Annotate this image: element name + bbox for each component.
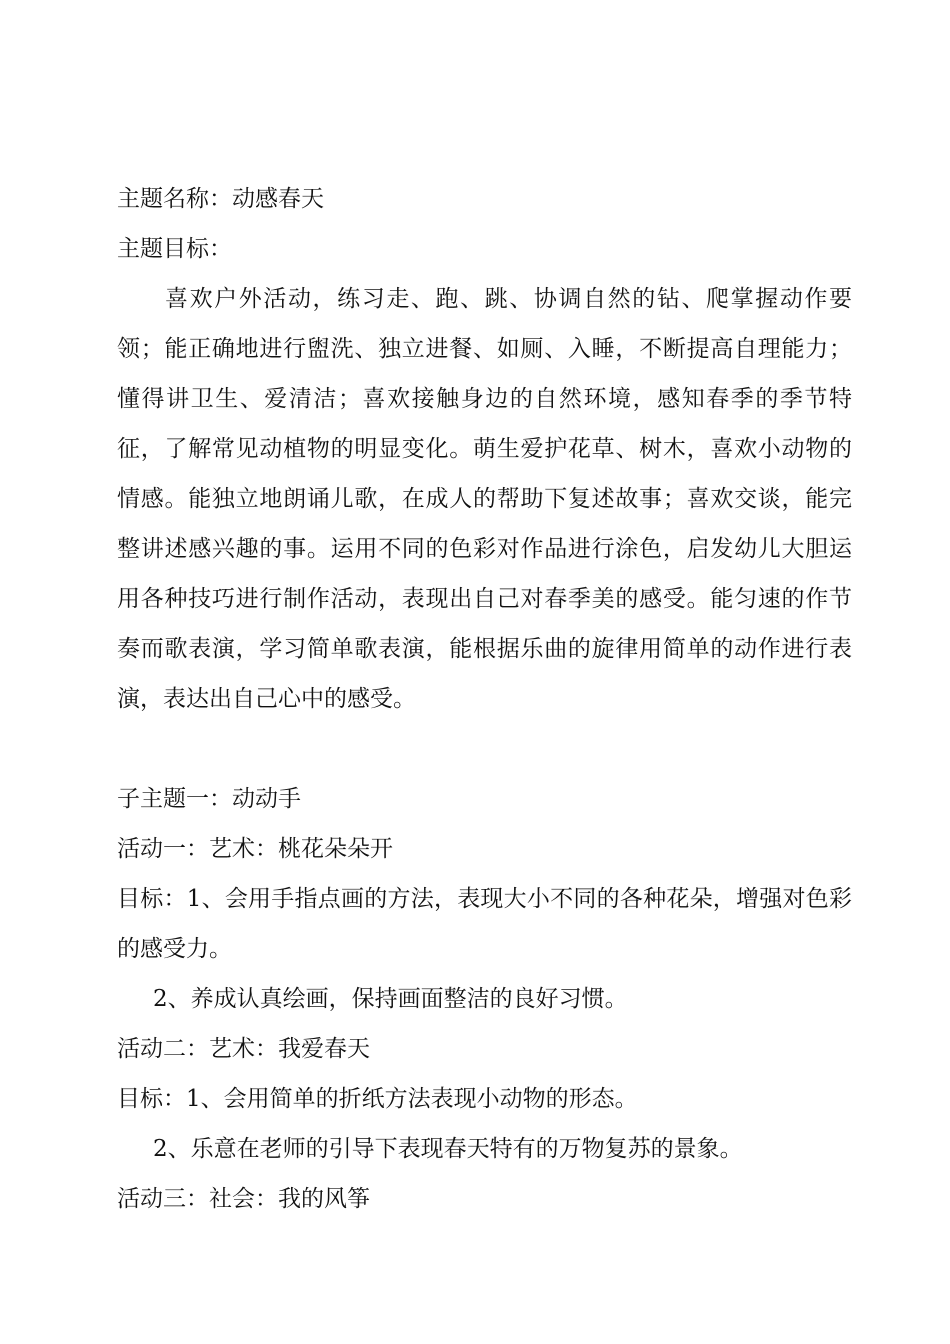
theme-goal-paragraph: 喜欢户外活动，练习走、跑、跳、协调自然的钻、爬掌握动作要领；能正确地进行盥洗、独立进餐、如厕、入睡，不断提高自理能力；懂得讲卫生、爱清洁；喜欢接触身边的自然环境，感知春季的季节特征，了解常见动植物的明显变化。萌生爱护花草、树木，喜欢小动物的情感。能独立地朗诵儿歌，在成人的帮助下复述故事；喜欢交谈，能完整讲述感兴趣的事。运用不同的色彩对作品进行涂色，启发幼儿大胆运用各种技巧进行制作活动，表现出自己对春季美的感受。能匀速的作节奏而歌表演，学习简单歌表演，能根据乐曲的旋律用简单的动作进行表演，表达出自己心中的感受。 <box>117 286 852 712</box>
activity-2-title: 活动二：艺术：我爱春天 <box>117 1036 370 1062</box>
document-body <box>117 174 852 1224</box>
paragraph-spacer <box>117 724 852 774</box>
theme-name: 主题名称：动感春天 <box>117 186 324 212</box>
sub-theme-heading: 子主题一：动动手 <box>117 786 301 812</box>
activity-1-title: 活动一：艺术：桃花朵朵开 <box>117 836 393 862</box>
activity-2-goal-2: 2、乐意在老师的引导下表现春天特有的万物复苏的景象。 <box>153 1136 743 1162</box>
activity-2-goal-1: 目标：1、会用简单的折纸方法表现小动物的形态。 <box>117 1086 638 1112</box>
activity-1-goal-1: 目标：1、会用手指点画的方法，表现大小不同的各种花朵，增强对色彩的感受力。 <box>117 886 852 962</box>
activity-3-title: 活动三：社会：我的风筝 <box>117 1186 370 1212</box>
theme-goal-heading: 主题目标： <box>117 236 232 262</box>
activity-1-goal-2: 2、养成认真绘画，保持画面整洁的良好习惯。 <box>153 986 628 1012</box>
